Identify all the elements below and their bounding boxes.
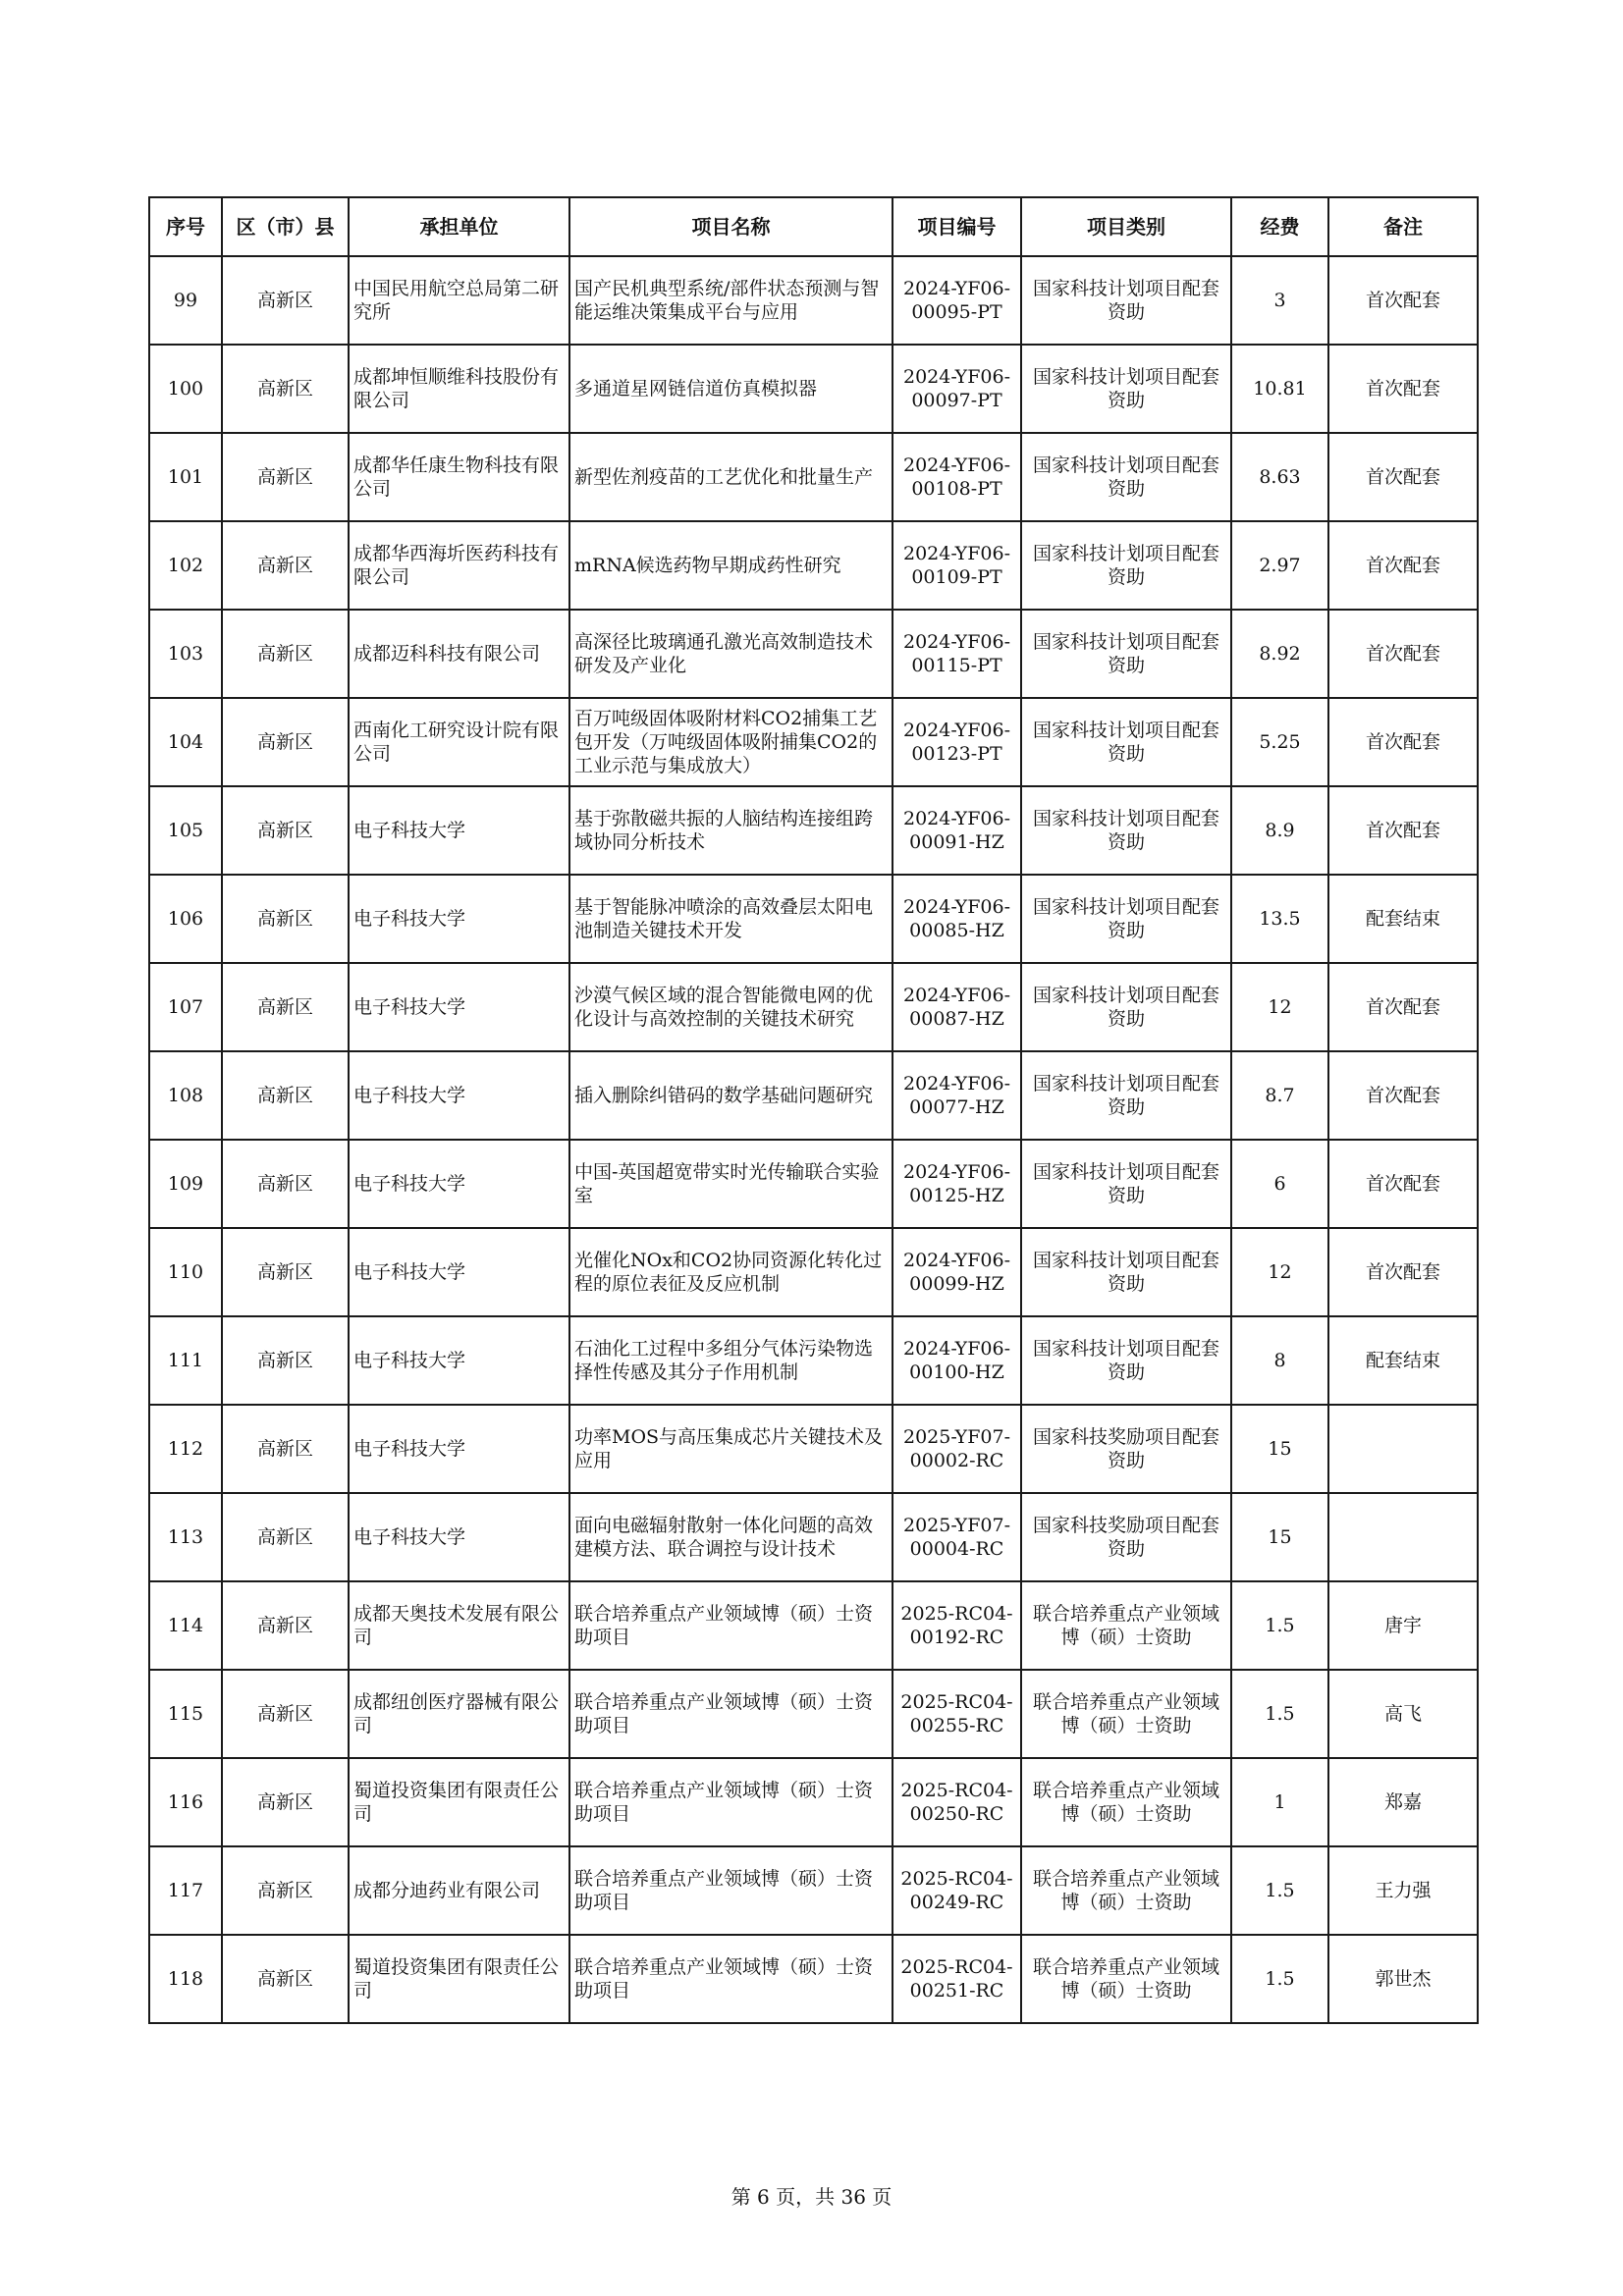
table-row — [149, 345, 1478, 433]
cell-district: 高新区 — [222, 610, 349, 698]
table-row — [149, 1670, 1478, 1758]
cell-code: 2024-YF06-00100-HZ — [893, 1316, 1021, 1405]
cell-no: 103 — [149, 610, 222, 698]
cell-project: 联合培养重点产业领域博（硕）士资助项目 — [569, 1581, 893, 1670]
cell-no: 114 — [149, 1581, 222, 1670]
cell-note: 配套结束 — [1328, 875, 1478, 963]
cell-category: 联合培养重点产业领域博（硕）士资助 — [1021, 1670, 1231, 1758]
table-row — [149, 1758, 1478, 1846]
cell-district: 高新区 — [222, 786, 349, 875]
cell-category: 国家科技奖励项目配套资助 — [1021, 1493, 1231, 1581]
cell-funding: 1.5 — [1231, 1670, 1328, 1758]
cell-no: 99 — [149, 256, 222, 345]
table-header-row — [149, 197, 1478, 256]
cell-funding: 1.5 — [1231, 1846, 1328, 1935]
cell-code: 2025-RC04-00249-RC — [893, 1846, 1021, 1935]
cell-district: 高新区 — [222, 1758, 349, 1846]
cell-category: 联合培养重点产业领域博（硕）士资助 — [1021, 1935, 1231, 2023]
cell-code: 2025-RC04-00192-RC — [893, 1581, 1021, 1670]
cell-note: 首次配套 — [1328, 521, 1478, 610]
cell-code: 2024-YF06-00091-HZ — [893, 786, 1021, 875]
cell-category: 国家科技计划项目配套资助 — [1021, 610, 1231, 698]
cell-note: 唐宇 — [1328, 1581, 1478, 1670]
cell-project: 石油化工过程中多组分气体污染物选择性传感及其分子作用机制 — [569, 1316, 893, 1405]
cell-funding: 2.97 — [1231, 521, 1328, 610]
cell-funding: 1.5 — [1231, 1581, 1328, 1670]
cell-funding: 15 — [1231, 1405, 1328, 1493]
table-row — [149, 1051, 1478, 1140]
header-note: 备注 — [1328, 197, 1478, 256]
cell-unit: 蜀道投资集团有限责任公司 — [349, 1935, 569, 2023]
table-row — [149, 521, 1478, 610]
cell-project: 面向电磁辐射散射一体化问题的高效建模方法、联合调控与设计技术 — [569, 1493, 893, 1581]
cell-project: 多通道星网链信道仿真模拟器 — [569, 345, 893, 433]
cell-funding: 12 — [1231, 963, 1328, 1051]
cell-note: 郑嘉 — [1328, 1758, 1478, 1846]
cell-category: 国家科技计划项目配套资助 — [1021, 1228, 1231, 1316]
header-funding: 经费 — [1231, 197, 1328, 256]
cell-unit: 成都华任康生物科技有限公司 — [349, 433, 569, 521]
cell-no: 107 — [149, 963, 222, 1051]
cell-district: 高新区 — [222, 1670, 349, 1758]
cell-category: 国家科技计划项目配套资助 — [1021, 698, 1231, 786]
cell-no: 113 — [149, 1493, 222, 1581]
header-category: 项目类别 — [1021, 197, 1231, 256]
table-row — [149, 1316, 1478, 1405]
cell-note: 首次配套 — [1328, 345, 1478, 433]
cell-funding: 8.63 — [1231, 433, 1328, 521]
cell-unit: 成都纽创医疗器械有限公司 — [349, 1670, 569, 1758]
cell-unit: 电子科技大学 — [349, 1228, 569, 1316]
cell-note: 王力强 — [1328, 1846, 1478, 1935]
cell-note: 首次配套 — [1328, 698, 1478, 786]
table-row — [149, 963, 1478, 1051]
cell-funding: 5.25 — [1231, 698, 1328, 786]
cell-funding: 12 — [1231, 1228, 1328, 1316]
cell-no: 104 — [149, 698, 222, 786]
table-row — [149, 1846, 1478, 1935]
table-body — [149, 256, 1478, 2023]
cell-note: 首次配套 — [1328, 1140, 1478, 1228]
cell-project: 联合培养重点产业领域博（硕）士资助项目 — [569, 1846, 893, 1935]
header-project: 项目名称 — [569, 197, 893, 256]
cell-district: 高新区 — [222, 963, 349, 1051]
cell-category: 国家科技计划项目配套资助 — [1021, 875, 1231, 963]
cell-unit: 成都迈科科技有限公司 — [349, 610, 569, 698]
table-row — [149, 1581, 1478, 1670]
cell-code: 2024-YF06-00085-HZ — [893, 875, 1021, 963]
cell-unit: 西南化工研究设计院有限公司 — [349, 698, 569, 786]
table-row — [149, 256, 1478, 345]
cell-unit: 成都华西海圻医药科技有限公司 — [349, 521, 569, 610]
table-row — [149, 1935, 1478, 2023]
cell-district: 高新区 — [222, 1140, 349, 1228]
cell-district: 高新区 — [222, 1846, 349, 1935]
cell-code: 2024-YF06-00123-PT — [893, 698, 1021, 786]
cell-unit: 电子科技大学 — [349, 1051, 569, 1140]
cell-project: 基于弥散磁共振的人脑结构连接组跨域协同分析技术 — [569, 786, 893, 875]
cell-code: 2025-RC04-00255-RC — [893, 1670, 1021, 1758]
cell-note: 首次配套 — [1328, 256, 1478, 345]
cell-note: 首次配套 — [1328, 963, 1478, 1051]
table-row — [149, 1493, 1478, 1581]
table-row — [149, 875, 1478, 963]
cell-note: 配套结束 — [1328, 1316, 1478, 1405]
cell-no: 101 — [149, 433, 222, 521]
cell-district: 高新区 — [222, 1228, 349, 1316]
cell-no: 111 — [149, 1316, 222, 1405]
cell-code: 2025-RC04-00251-RC — [893, 1935, 1021, 2023]
cell-code: 2024-YF06-00115-PT — [893, 610, 1021, 698]
cell-category: 国家科技计划项目配套资助 — [1021, 963, 1231, 1051]
cell-funding: 1 — [1231, 1758, 1328, 1846]
cell-funding: 3 — [1231, 256, 1328, 345]
cell-code: 2025-YF07-00004-RC — [893, 1493, 1021, 1581]
cell-unit: 电子科技大学 — [349, 963, 569, 1051]
cell-district: 高新区 — [222, 345, 349, 433]
cell-district: 高新区 — [222, 433, 349, 521]
cell-category: 国家科技计划项目配套资助 — [1021, 345, 1231, 433]
table-row — [149, 1140, 1478, 1228]
cell-note: 高飞 — [1328, 1670, 1478, 1758]
cell-no: 108 — [149, 1051, 222, 1140]
cell-note: 郭世杰 — [1328, 1935, 1478, 2023]
cell-funding: 1.5 — [1231, 1935, 1328, 2023]
cell-district: 高新区 — [222, 1405, 349, 1493]
cell-no: 105 — [149, 786, 222, 875]
cell-district: 高新区 — [222, 1935, 349, 2023]
cell-category: 联合培养重点产业领域博（硕）士资助 — [1021, 1758, 1231, 1846]
cell-no: 118 — [149, 1935, 222, 2023]
cell-code: 2024-YF06-00099-HZ — [893, 1228, 1021, 1316]
cell-funding: 8.92 — [1231, 610, 1328, 698]
cell-district: 高新区 — [222, 698, 349, 786]
cell-project: 插入删除纠错码的数学基础问题研究 — [569, 1051, 893, 1140]
cell-note: 首次配套 — [1328, 433, 1478, 521]
cell-code: 2024-YF06-00097-PT — [893, 345, 1021, 433]
cell-unit: 电子科技大学 — [349, 786, 569, 875]
table-row — [149, 433, 1478, 521]
cell-district: 高新区 — [222, 1493, 349, 1581]
cell-funding: 8.9 — [1231, 786, 1328, 875]
header-unit: 承担单位 — [349, 197, 569, 256]
cell-project: 中国-英国超宽带实时光传输联合实验室 — [569, 1140, 893, 1228]
cell-project: mRNA候选药物早期成药性研究 — [569, 521, 893, 610]
cell-unit: 成都天奥技术发展有限公司 — [349, 1581, 569, 1670]
table-row — [149, 1405, 1478, 1493]
cell-project: 百万吨级固体吸附材料CO2捕集工艺包开发（万吨级固体吸附捕集CO2的工业示范与集成放大） — [569, 698, 893, 786]
cell-district: 高新区 — [222, 875, 349, 963]
cell-project: 联合培养重点产业领域博（硕）士资助项目 — [569, 1935, 893, 2023]
cell-category: 国家科技计划项目配套资助 — [1021, 1316, 1231, 1405]
cell-unit: 成都分迪药业有限公司 — [349, 1846, 569, 1935]
cell-funding: 10.81 — [1231, 345, 1328, 433]
cell-unit: 中国民用航空总局第二研究所 — [349, 256, 569, 345]
cell-funding: 8.7 — [1231, 1051, 1328, 1140]
cell-no: 102 — [149, 521, 222, 610]
cell-category: 国家科技计划项目配套资助 — [1021, 256, 1231, 345]
cell-unit: 电子科技大学 — [349, 875, 569, 963]
cell-project: 沙漠气候区域的混合智能微电网的优化设计与高效控制的关键技术研究 — [569, 963, 893, 1051]
cell-unit: 电子科技大学 — [349, 1316, 569, 1405]
cell-district: 高新区 — [222, 256, 349, 345]
cell-note — [1328, 1493, 1478, 1581]
cell-funding: 13.5 — [1231, 875, 1328, 963]
cell-funding: 15 — [1231, 1493, 1328, 1581]
cell-note: 首次配套 — [1328, 1228, 1478, 1316]
header-no: 序号 — [149, 197, 222, 256]
cell-district: 高新区 — [222, 1051, 349, 1140]
table-row — [149, 698, 1478, 786]
cell-project: 新型佐剂疫苗的工艺优化和批量生产 — [569, 433, 893, 521]
cell-unit: 电子科技大学 — [349, 1140, 569, 1228]
table-row — [149, 610, 1478, 698]
cell-unit: 蜀道投资集团有限责任公司 — [349, 1758, 569, 1846]
cell-district: 高新区 — [222, 521, 349, 610]
cell-code: 2024-YF06-00077-HZ — [893, 1051, 1021, 1140]
cell-no: 117 — [149, 1846, 222, 1935]
cell-category: 国家科技计划项目配套资助 — [1021, 1140, 1231, 1228]
cell-district: 高新区 — [222, 1316, 349, 1405]
cell-category: 国家科技奖励项目配套资助 — [1021, 1405, 1231, 1493]
cell-category: 国家科技计划项目配套资助 — [1021, 521, 1231, 610]
cell-no: 115 — [149, 1670, 222, 1758]
cell-unit: 成都坤恒顺维科技股份有限公司 — [349, 345, 569, 433]
cell-note: 首次配套 — [1328, 786, 1478, 875]
cell-funding: 6 — [1231, 1140, 1328, 1228]
table-row — [149, 786, 1478, 875]
cell-category: 国家科技计划项目配套资助 — [1021, 433, 1231, 521]
cell-category: 联合培养重点产业领域博（硕）士资助 — [1021, 1846, 1231, 1935]
cell-code: 2024-YF06-00109-PT — [893, 521, 1021, 610]
cell-project: 光催化NOx和CO2协同资源化转化过程的原位表征及反应机制 — [569, 1228, 893, 1316]
cell-note: 首次配套 — [1328, 610, 1478, 698]
cell-unit: 电子科技大学 — [349, 1493, 569, 1581]
cell-code: 2025-YF07-00002-RC — [893, 1405, 1021, 1493]
cell-project: 高深径比玻璃通孔激光高效制造技术研发及产业化 — [569, 610, 893, 698]
cell-project: 联合培养重点产业领域博（硕）士资助项目 — [569, 1758, 893, 1846]
cell-category: 联合培养重点产业领域博（硕）士资助 — [1021, 1581, 1231, 1670]
cell-note — [1328, 1405, 1478, 1493]
page-number: 第 6 页，共 36 页 — [730, 2185, 893, 2209]
cell-no: 110 — [149, 1228, 222, 1316]
cell-funding: 8 — [1231, 1316, 1328, 1405]
cell-project: 功率MOS与高压集成芯片关键技术及应用 — [569, 1405, 893, 1493]
cell-code: 2024-YF06-00125-HZ — [893, 1140, 1021, 1228]
table-row — [149, 1228, 1478, 1316]
cell-no: 109 — [149, 1140, 222, 1228]
header-district: 区（市）县 — [222, 197, 349, 256]
cell-project: 国产民机典型系统/部件状态预测与智能运维决策集成平台与应用 — [569, 256, 893, 345]
cell-no: 112 — [149, 1405, 222, 1493]
cell-note: 首次配套 — [1328, 1051, 1478, 1140]
cell-unit: 电子科技大学 — [349, 1405, 569, 1493]
cell-no: 100 — [149, 345, 222, 433]
cell-district: 高新区 — [222, 1581, 349, 1670]
cell-category: 国家科技计划项目配套资助 — [1021, 786, 1231, 875]
cell-project: 联合培养重点产业领域博（硕）士资助项目 — [569, 1670, 893, 1758]
cell-code: 2024-YF06-00087-HZ — [893, 963, 1021, 1051]
cell-no: 116 — [149, 1758, 222, 1846]
project-table — [148, 196, 1479, 2024]
cell-no: 106 — [149, 875, 222, 963]
cell-code: 2024-YF06-00095-PT — [893, 256, 1021, 345]
cell-code: 2024-YF06-00108-PT — [893, 433, 1021, 521]
cell-project: 基于智能脉冲喷涂的高效叠层太阳电池制造关键技术开发 — [569, 875, 893, 963]
header-code: 项目编号 — [893, 197, 1021, 256]
cell-code: 2025-RC04-00250-RC — [893, 1758, 1021, 1846]
cell-category: 国家科技计划项目配套资助 — [1021, 1051, 1231, 1140]
